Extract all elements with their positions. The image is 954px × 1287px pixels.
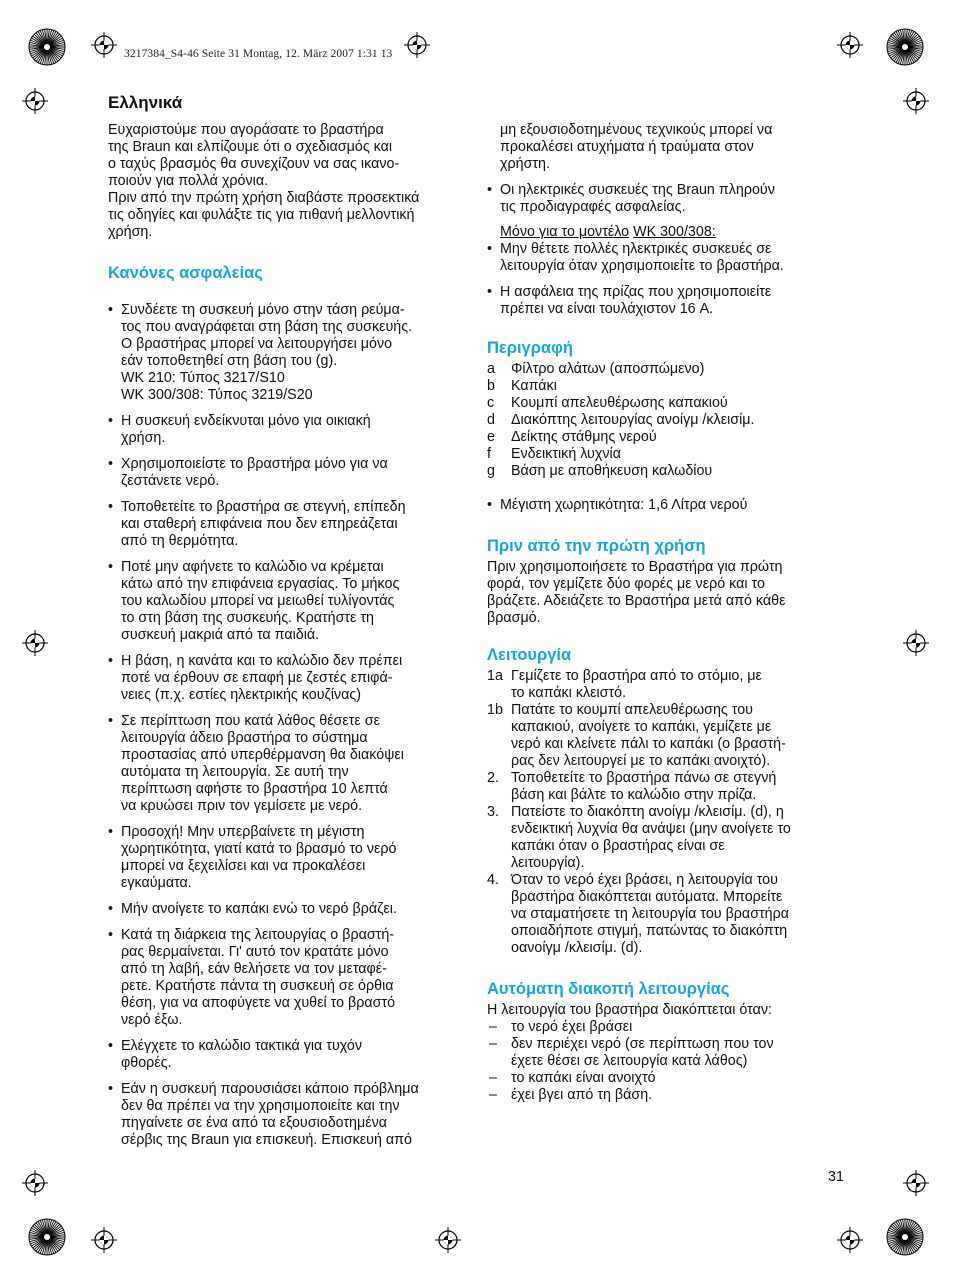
part-item <box>487 463 849 480</box>
part-item <box>487 429 849 446</box>
right-column <box>487 122 849 1104</box>
part-letter: g <box>487 463 495 479</box>
safety-item: • Κατά τη διάρκεια της λειτουργίας ο βραστή- ρας θερμαίνεται. Γι' αυτό τον κρατάτε μόνο από τη λαβή, εάν θελήσετε να τον μεταφέ- ρετε. Κρατήστε πάντα τη συσκευή σε όρθια θέση, για να αποφύγετε να χυθεί το βραστό νερό έξω. <box>108 927 470 1029</box>
safety-item: • Συνδέετε τη συσκευή μόνο στην τάση ρεύμα- τος που αναγράφεται στη βάση της συσκευής. Ο βραστήρας μπορεί να λειτουργήσει μόνο εάν τοποθετηθεί στη βάση του (g). WK 210: Τύπος 3217/S10 WK 300/308: Τύπος 3219/S20 <box>108 302 470 404</box>
operation-steps <box>487 668 849 957</box>
operation-step <box>487 872 849 957</box>
auto-off-heading: Αυτόματη διακοπή λειτουργίας <box>487 980 730 998</box>
step-number: 3. <box>487 804 499 820</box>
model-item: • Μην θέτετε πολλές ηλεκτρικές συσκευές σε λειτουργία όταν χρησιμοποιείτε το βραστήρα. <box>487 241 849 275</box>
first-use-paragraph: Πριν χρησιμοποιήσετε το Βραστήρα για πρώτη φορά, τον γεμίζετε δύο φορές με νερό και το βράζετε. Αδειάζετε το Βραστήρα μετά από κάθε βρασμό. <box>487 559 786 626</box>
part-letter: e <box>487 429 495 445</box>
registration-mark-icon <box>903 1170 929 1196</box>
part-letter: f <box>487 446 491 462</box>
safety-item: • Ελέγχετε το καλώδιο τακτικά για τυχόν φθορές. <box>108 1038 470 1072</box>
registration-mark-icon <box>903 88 929 114</box>
part-text: Βάση με αποθήκευση καλωδίου <box>511 463 713 479</box>
operation-heading: Λειτουργία <box>487 646 572 664</box>
standards-item: • Οι ηλεκτρικές συσκευές της Braun πληρούν τις προδιαγραφές ασφαλείας. <box>487 182 849 216</box>
step-text: Πατάτε το κουμπί απελευθέρωσης του καπακιού, ανοίγετε το καπάκι, γεμίζετε με νερό και κλείνετε πάλι το καπάκι (ο βραστή- ρας δεν λειτουργεί με το καπάκι ανοιχτό). <box>511 702 786 769</box>
operation-step <box>487 702 849 770</box>
operation-step <box>487 668 849 702</box>
part-letter: d <box>487 412 495 428</box>
registration-mark-icon <box>837 32 863 58</box>
part-item <box>487 395 849 412</box>
auto-off-item: – δεν περιέχει νερό (σε περίπτωση που τον έχετε θέσει σε λειτουργία κατά λάθος) <box>487 1036 849 1070</box>
capacity-item: • Μέγιστη χωρητικότητα: 1,6 Λίτρα νερού <box>487 497 849 514</box>
page-number: 31 <box>828 1169 844 1185</box>
safety-item: • Ποτέ μην αφήνετε το καλώδιο να κρέμεται κάτω από την επιφάνεια εργασίας. Το μήκος του καλωδίου μπορεί να μειωθεί τυλίγοντάς το στη βάση της συσκευής. Κρατήστε τη συσκευή μακριά από τα παιδιά. <box>108 559 470 644</box>
capacity-list <box>487 497 849 514</box>
part-letter: c <box>487 395 495 411</box>
step-text: Όταν το νερό έχει βράσει, η λειτουργία του βραστήρα διακόπτεται αυτόματα. Μπορείτε να σταματήσετε τη λειτουργία του βραστήρα οποιαδήποτε στιγμή, πατώντας το διακόπτη οανοίγμ /κλεισίμ. (d). <box>511 872 790 956</box>
safety-item: • Τοποθετείτε το βραστήρα σε στεγνή, επίπεδη και σταθερή επιφάνεια που δεν επηρεάζεται από τη θερμότητα. <box>108 499 470 550</box>
auto-off-intro: Η λειτουργία του βραστήρα διακόπτεται όταν: <box>487 1002 772 1018</box>
part-item <box>487 446 849 463</box>
model-item: • Η ασφάλεια της πρίζας που χρησιμοποιείτε πρέπει να είναι τουλάχιστον 16 A. <box>487 284 849 318</box>
safety-continuation: μη εξουσιοδοτημένους τεχνικούς μπορεί να προκαλέσει ατυχήματα ή τραύματα στον χρήστη. <box>500 122 773 172</box>
part-item <box>487 361 849 378</box>
part-text: Καπάκι <box>511 378 557 394</box>
color-star-mark-icon <box>886 28 924 66</box>
model-name: WK 300/308: <box>633 224 716 240</box>
part-text: Κουμπί απελευθέρωσης καπακιού <box>511 395 728 411</box>
safety-item: • Προσοχή! Μην υπερβαίνετε τη μέγιστη χωρητικότητα, γιατί κατά το βρασμό το νερό μπορεί να ξεχειλίσει και να προκαλέσει εγκαύματα. <box>108 824 470 892</box>
part-letter: a <box>487 361 495 377</box>
auto-off-list <box>487 1019 849 1104</box>
model-prefix: Μόνο για το μοντέλο <box>500 224 630 240</box>
safety-item: • Η βάση, η κανάτα και το καλώδιο δεν πρέπει ποτέ να έρθουν σε επαφή με ζεστές επιφά- νειες (π.χ. εστίες ηλεκτρικής κουζίνας) <box>108 653 470 704</box>
safety-list <box>108 302 470 1149</box>
safety-item: • Χρησιμοποιείστε το βραστήρα μόνο για να ζεστάνετε νερό. <box>108 456 470 490</box>
step-number: 2. <box>487 770 499 786</box>
auto-off-item: – το καπάκι είναι ανοιχτό <box>487 1070 849 1087</box>
part-text: Ενδεικτική λυχνία <box>511 446 621 462</box>
model-note <box>487 224 849 241</box>
part-letter: b <box>487 378 495 394</box>
parts-list <box>487 361 849 480</box>
color-star-mark-icon <box>886 1218 924 1256</box>
left-column <box>108 94 470 1158</box>
description-heading: Περιγραφή <box>487 339 573 357</box>
first-use-heading: Πριν από την πρώτη χρήση <box>487 537 706 555</box>
step-number: 1b <box>487 702 503 718</box>
model-list <box>487 241 849 318</box>
registration-mark-icon <box>435 1227 461 1253</box>
registration-mark-icon <box>91 32 117 58</box>
standards-list <box>487 182 849 216</box>
color-star-mark-icon <box>28 28 66 66</box>
color-star-mark-icon <box>28 1218 66 1256</box>
language-title: Ελληνικά <box>108 93 183 112</box>
intro-paragraph: Ευχαριστούμε που αγοράσατε το βραστήρα της Braun και ελπίζουμε ότι ο σχεδιασμός και ο ταχύς βρασμός θα συνεχίζουν να σας ικανο- ποιούν για πολλά χρόνια. Πριν από την πρώτη χρήση διαβάστε προσεκτικά τις οδηγίες και φυλάξτε τις για πιθανή μελλοντική χρήση. <box>108 122 420 240</box>
part-text: Διακόπτης λειτουργίας ανοίγμ /κλεισίμ. <box>511 412 755 428</box>
step-text: Τοποθετείτε το βραστήρα πάνω σε στεγνή βάση και βάλτε το καλώδιο στην πρίζα. <box>511 770 777 803</box>
step-number: 4. <box>487 872 499 888</box>
registration-mark-icon <box>22 88 48 114</box>
registration-mark-icon <box>903 630 929 656</box>
safety-item: • Η συσκευή ενδείκνυται μόνο για οικιακή χρήση. <box>108 413 470 447</box>
safety-item: • Σε περίπτωση που κατά λάθος θέσετε σε λειτουργία άδειο βραστήρα το σύστημα προστασίας από υπερθέρμανση θα διακόψει αυτόματα τη λειτουργία. Σε αυτή την περίπτωση αφήστε το βραστήρα 10 λεπτά να κρυώσει πριν τον γεμίσετε με νερό. <box>108 713 470 815</box>
step-text: Πατείστε το διακόπτη ανοίγμ /κλεισίμ. (d), η ενδεικτική λυχνία θα ανάψει (μην ανοίγετε το καπάκι όταν ο βραστήρας είναι σε λειτουργία). <box>511 804 791 871</box>
registration-mark-icon <box>837 1227 863 1253</box>
registration-mark-icon <box>22 630 48 656</box>
part-text: Φίλτρο αλάτων (αποσπώμενο) <box>511 361 705 377</box>
print-slug: 3217384_S4-46 Seite 31 Montag, 12. März 2007 1:31 13 <box>124 48 393 60</box>
part-text: Δείκτης στάθμης νερού <box>511 429 657 445</box>
operation-step <box>487 770 849 804</box>
registration-mark-icon <box>404 32 430 58</box>
step-text: Γεμίζετε το βραστήρα από το στόμιο, με το καπάκι κλειστό. <box>511 668 762 701</box>
auto-off-item: – έχει βγει από τη βάση. <box>487 1087 849 1104</box>
part-item <box>487 378 849 395</box>
registration-mark-icon <box>91 1227 117 1253</box>
safety-heading: Κανόνες ασφαλείας <box>108 264 263 282</box>
safety-item: • Εάν η συσκευή παρουσιάσει κάποιο πρόβλημα δεν θα πρέπει να την χρησιμοποιείτε και την πηγαίνετε σε ένα από τα εξουσιοδοτημένα σέρβις της Braun για επισκευή. Επισκευή από <box>108 1081 470 1149</box>
registration-mark-icon <box>22 1170 48 1196</box>
safety-item: • Μήν ανοίγετε το καπάκι ενώ το νερό βράζει. <box>108 901 470 918</box>
part-item <box>487 412 849 429</box>
auto-off-item: – το νερό έχει βράσει <box>487 1019 849 1036</box>
operation-step <box>487 804 849 872</box>
step-number: 1a <box>487 668 503 684</box>
